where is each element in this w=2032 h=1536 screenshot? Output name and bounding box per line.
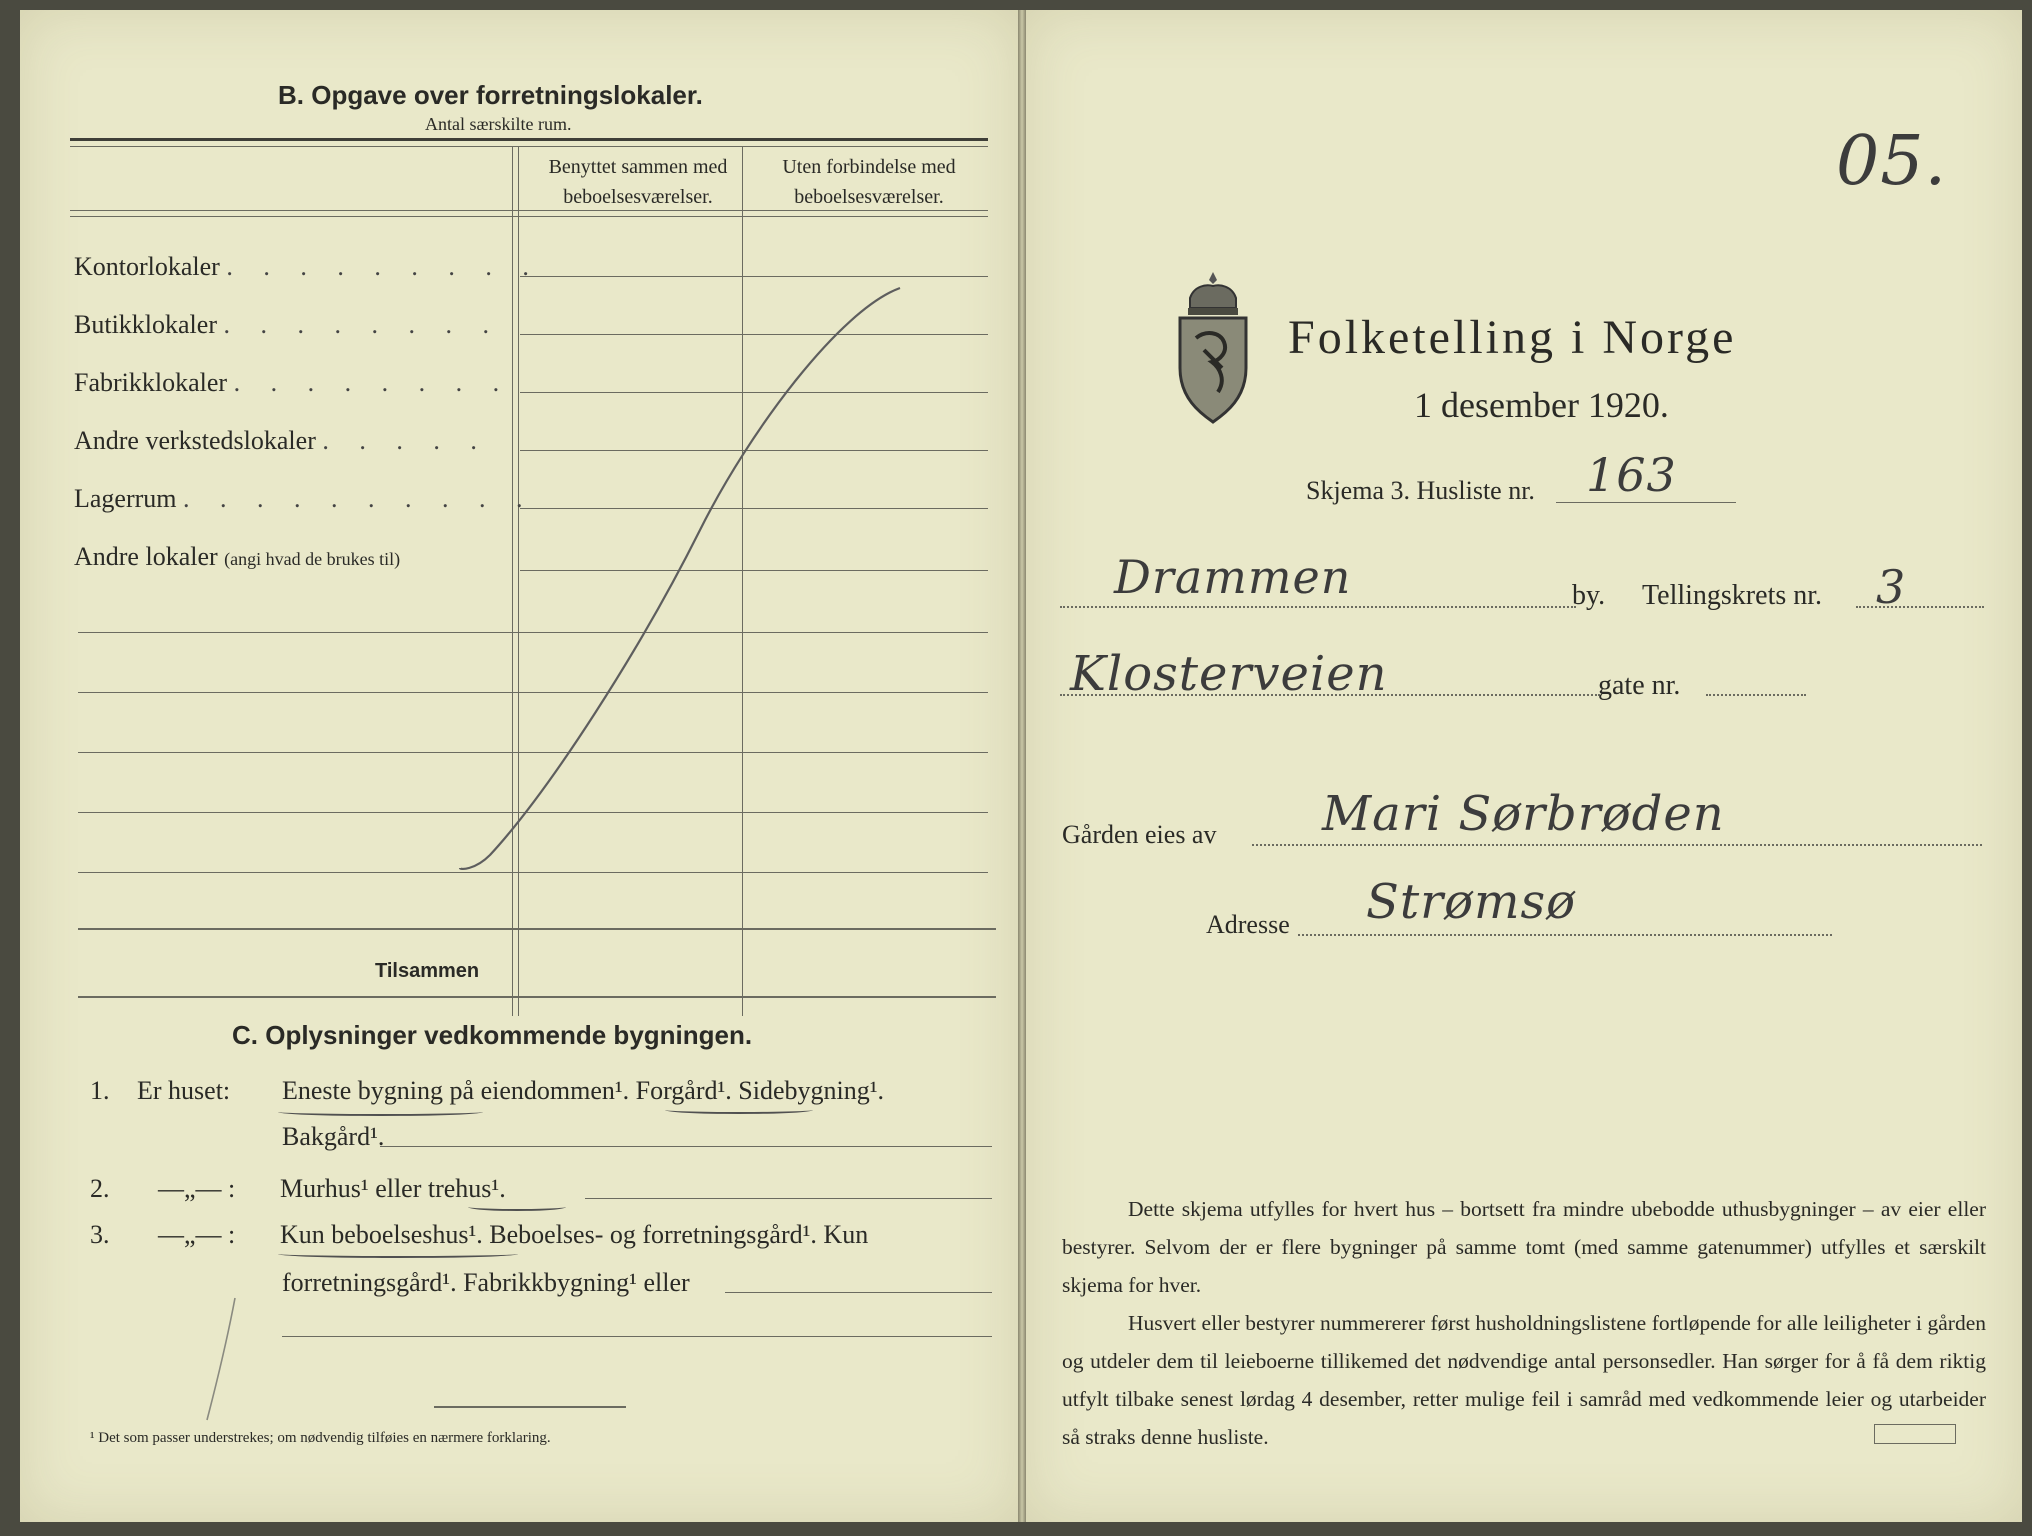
- row-fabrikklokaler: Fabrikklokaler . . . . . . . .: [74, 368, 512, 397]
- footnote: ¹ Det som passer understrekes; om nødvendig tilføies en nærmere forklaring.: [90, 1430, 551, 1446]
- q1-lead: Er huset:: [137, 1076, 231, 1105]
- husliste-number: 163: [1586, 448, 1677, 502]
- q3-continuation: forretningsgård¹. Fabrikkbygning¹ eller: [282, 1268, 690, 1297]
- total-top-rule: [78, 928, 996, 930]
- q2-number: 2.: [90, 1174, 110, 1203]
- section-b-title: B. Opgave over forretningslokaler.: [278, 80, 703, 110]
- q3-line-2: [282, 1336, 992, 1337]
- row-lagerrum: Lagerrum . . . . . . . . . .: [74, 484, 535, 513]
- footnote-divider: [434, 1406, 626, 1408]
- city-line: [1060, 606, 1576, 608]
- header-rule-2: [70, 216, 988, 217]
- right-page: [1026, 10, 2022, 1522]
- krets-number: 3: [1876, 560, 1907, 614]
- total-bottom-rule: [78, 996, 996, 998]
- by-label: by.: [1572, 580, 1606, 611]
- gate-number-line: [1706, 694, 1806, 696]
- street-line: [1060, 694, 1600, 696]
- q3-number: 3.: [90, 1220, 110, 1249]
- row-butikklokaler: Butikklokaler . . . . . . . .: [74, 310, 501, 339]
- book-spine: [1018, 10, 1026, 1522]
- section-c-title: C. Oplysninger vedkommende bygningen.: [232, 1020, 753, 1050]
- underline-trehus: [468, 1203, 566, 1211]
- schema-label: Skjema 3. Husliste nr.: [1306, 476, 1535, 505]
- krets-label: Tellingskrets nr.: [1642, 580, 1823, 611]
- q2-options: Murhus¹ eller trehus¹.: [280, 1174, 506, 1203]
- total-label: Tilsammen: [375, 960, 480, 982]
- owner-label: Gården eies av: [1062, 820, 1217, 849]
- owner-handwritten: Mari Sørbrøden: [1322, 786, 1725, 842]
- column-header-separate: Uten forbindelse med beboelsesværelser.: [782, 156, 956, 208]
- city-handwritten: Drammen: [1114, 550, 1352, 604]
- pencil-mark: [195, 1290, 255, 1430]
- corner-annotation: 05.: [1836, 122, 1948, 201]
- section-b-subtitle: Antal særskilte rum.: [425, 114, 572, 134]
- instructions-para-2: Husvert eller bestyrer nummererer først husholdningslistene fortløpende for alle leiligheter i gården og utdeler dem til leieboerne tillikemed det nødvendige antal personsedler. Han sørger for å få dem riktig utfylt tilbake senest lørdag 4 desember, retter mulige feil i samråd med vedkommende leier og utarbeider så straks denne husliste.: [1062, 1311, 1986, 1449]
- q3-line: [725, 1292, 992, 1293]
- address-handwritten: Strømsø: [1366, 874, 1577, 930]
- table-top-rule-2: [70, 146, 988, 147]
- q3-options: Kun beboelseshus¹. Beboelses- og forretningsgård¹. Kun: [280, 1220, 869, 1249]
- printer-stamp: [1874, 1424, 1956, 1444]
- q2-lead: —„— :: [158, 1174, 236, 1203]
- q1-options: Eneste bygning på eiendommen¹. Forgård¹. Sidebygning¹.: [282, 1076, 885, 1105]
- column-header-combined: Benyttet sammen med beboelsesværelser.: [548, 156, 728, 208]
- q1-continuation: Bakgård¹.: [282, 1122, 385, 1151]
- q1-line: [380, 1146, 992, 1147]
- instructions-para-1: Dette skjema utfylles for hvert hus – bortsett fra mindre ubebodde uthusbygninger – av eier eller bestyrer. Selvom der er flere bygninger på samme tomt (med samme gatenummer) utfylles et særskilt skjema for hver.: [1062, 1197, 1986, 1297]
- census-date: 1 desember 1920.: [1414, 385, 1669, 425]
- underline-forgard: [665, 1106, 813, 1114]
- table-top-rule: [70, 138, 988, 141]
- gate-label: gate nr.: [1598, 670, 1681, 701]
- row-kontorlokaler: Kontorlokaler . . . . . . . . .: [74, 252, 541, 281]
- street-handwritten: Klosterveien: [1070, 646, 1388, 702]
- q2-line: [585, 1198, 992, 1199]
- header-rule: [70, 210, 988, 211]
- norwegian-coat-of-arms-icon: [1166, 268, 1260, 426]
- q1-number: 1.: [90, 1076, 110, 1105]
- address-label: Adresse: [1206, 910, 1290, 939]
- strike-through-mark: [320, 270, 920, 880]
- owner-line: [1252, 844, 1982, 846]
- underline-eneste-bygning: [278, 1108, 483, 1116]
- husliste-line: [1556, 502, 1736, 503]
- form-title: Folketelling i Norge: [1288, 311, 1737, 364]
- q3-lead: —„— :: [158, 1220, 236, 1249]
- address-line: [1298, 934, 1832, 936]
- row-andre-lokaler: Andre lokaler (angi hvad de brukes til): [74, 542, 401, 571]
- row-verkstedslokaler: Andre verkstedslokaler . . . . .: [74, 426, 489, 455]
- underline-kun-beboelseshus: [278, 1250, 518, 1258]
- left-page: [20, 10, 1018, 1522]
